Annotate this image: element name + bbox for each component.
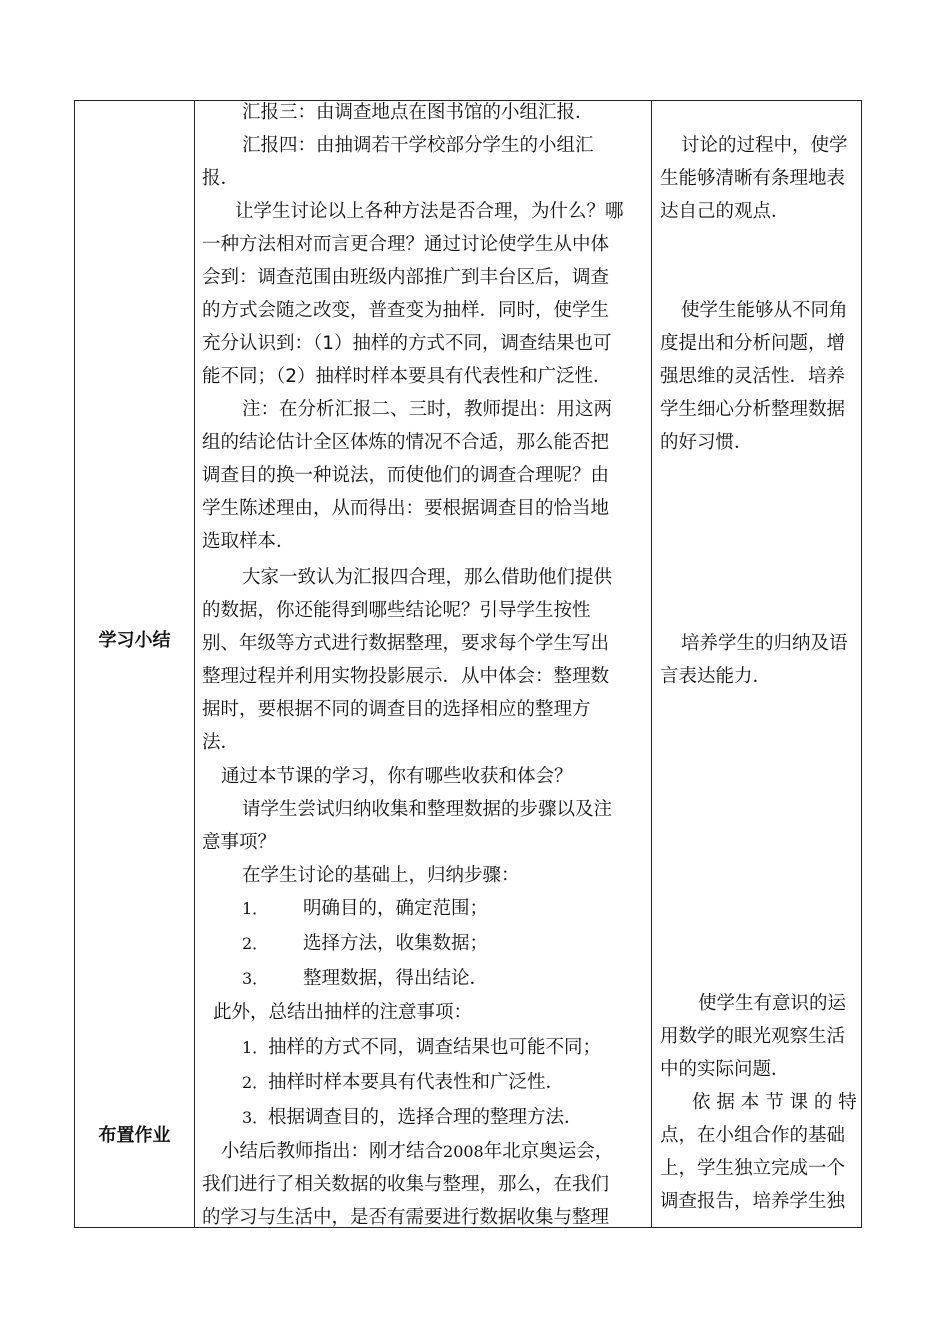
text-line: 的学习与生活中，是否有需要进行数据收集与整理 (202, 1207, 610, 1228)
text-line: 通过本节课的学习，你有哪些收获和体会？ (221, 766, 573, 787)
text-line: 培养学生的归纳及语 (681, 633, 848, 654)
text-line: 意事项？ (202, 832, 277, 853)
text-line: 使学生有意识的运 (698, 993, 847, 1014)
text-line: 生能够清晰有条理地表 (660, 168, 846, 189)
text-line: 学生细心分析整理数据 (660, 399, 846, 420)
text-line: 点，在小组合作的基础 (660, 1125, 846, 1146)
column-divider-right (651, 101, 652, 1227)
text-line: 别、年级等方式进行数据整理，要求每个学生写出 (202, 633, 610, 654)
step-number: 3． (242, 969, 269, 988)
text-line: 的方式会随之改变，普查变为抽样．同时，使学生 (202, 300, 610, 321)
text-line: 言表达能力． (660, 666, 772, 687)
text-line: 注：在分析汇报二、三时，教师提出：用这两 (242, 399, 613, 420)
note-number: 2． (242, 1073, 269, 1092)
step-number: 1． (242, 899, 269, 918)
text-line: 的好习惯． (660, 432, 753, 453)
text-line: 大家一致认为汇报四合理，那么借助他们提供 (242, 567, 613, 588)
text-line: 依 据 本 节 课 的 特 (692, 1092, 857, 1113)
text-line: 汇报四：由抽调若干学校部分学生的小组汇 (242, 135, 594, 156)
text-segment: 年北京奥运会， (483, 1141, 614, 1162)
text-line: 调查目的换一种说法，而使他们的调查合理呢？由 (202, 465, 610, 486)
note-text: 抽样的方式不同，调查结果也可能不同； (268, 1037, 602, 1058)
text-line: 使学生能够从不同角 (681, 300, 848, 321)
step-text: 选择方法，收集数据； (303, 933, 489, 954)
note-text: 根据调查目的，选择合理的整理方法． (268, 1107, 583, 1128)
text-segment: 小结后教师指出：刚才结合 (221, 1141, 444, 1162)
text-line: 组的结论估计全区体炼的情况不合适，那么能否把 (202, 432, 610, 453)
text-line: 此外，总结出抽样的注意事项： (213, 1002, 473, 1023)
text-line: 用数学的眼光观察生活 (660, 1026, 846, 1047)
lesson-plan-table (74, 100, 862, 1228)
text-line: 讨论的过程中，使学 (681, 135, 848, 156)
text-line (221, 1135, 613, 1169)
text-line: 一种方法相对而言更合理？通过讨论使学生从中体 (202, 234, 610, 255)
year-number: 2008 (443, 1142, 484, 1161)
step-text: 明确目的，确定范围； (303, 898, 489, 919)
text-line: 报． (202, 168, 240, 189)
text-line: 据时，要根据不同的调查目的选择相应的整理方 (202, 699, 591, 720)
text-line: 法． (202, 732, 240, 753)
note-number: 1． (242, 1038, 269, 1057)
text-line: 请学生尝试归纳收集和整理数据的步骤以及注 (242, 799, 613, 820)
note-number: 3． (242, 1108, 269, 1127)
row-label-homework: 布置作业 (98, 1125, 171, 1146)
text-line: 整理过程并利用实物投影展示．从中体会：整理数 (202, 666, 610, 687)
text-line: 强思维的灵活性．培养 (660, 366, 846, 387)
text-line: 达自己的观点． (660, 201, 790, 222)
column-divider-left (194, 101, 195, 1227)
row-label-summary: 学习小结 (98, 630, 171, 651)
text-line: 在学生讨论的基础上，归纳步骤： (242, 865, 520, 886)
text-line: 度提出和分析问题，增 (660, 333, 846, 354)
text-line: 让学生讨论以上各种方法是否合理，为什么？哪 (235, 201, 624, 222)
step-number: 2． (242, 934, 269, 953)
text-line: 充分认识到：（1）抽样的方式不同，调查结果也可 (202, 333, 612, 354)
text-line: 会到：调查范围由班级内部推广到丰台区后，调查 (202, 267, 610, 288)
text-line: 的数据，你还能得到哪些结论呢？引导学生按性 (202, 600, 591, 621)
text-line: 学生陈述理由，从而得出：要根据调查目的恰当地 (202, 498, 610, 519)
text-line: 我们进行了相关数据的收集与整理，那么，在我们 (202, 1174, 610, 1195)
text-line: 选取样本． (202, 531, 295, 552)
text-line: 能不同；（2）抽样时样本要具有代表性和广泛性． (202, 366, 612, 387)
text-line: 调查报告，培养学生独 (660, 1191, 846, 1212)
text-line: 上，学生独立完成一个 (660, 1158, 846, 1179)
text-line: 中的实际问题． (660, 1059, 790, 1080)
step-text: 整理数据，得出结论． (303, 968, 489, 989)
note-text: 抽样时样本要具有代表性和广泛性． (268, 1072, 565, 1093)
text-line: 汇报三：由调查地点在图书馆的小组汇报． (242, 102, 594, 123)
